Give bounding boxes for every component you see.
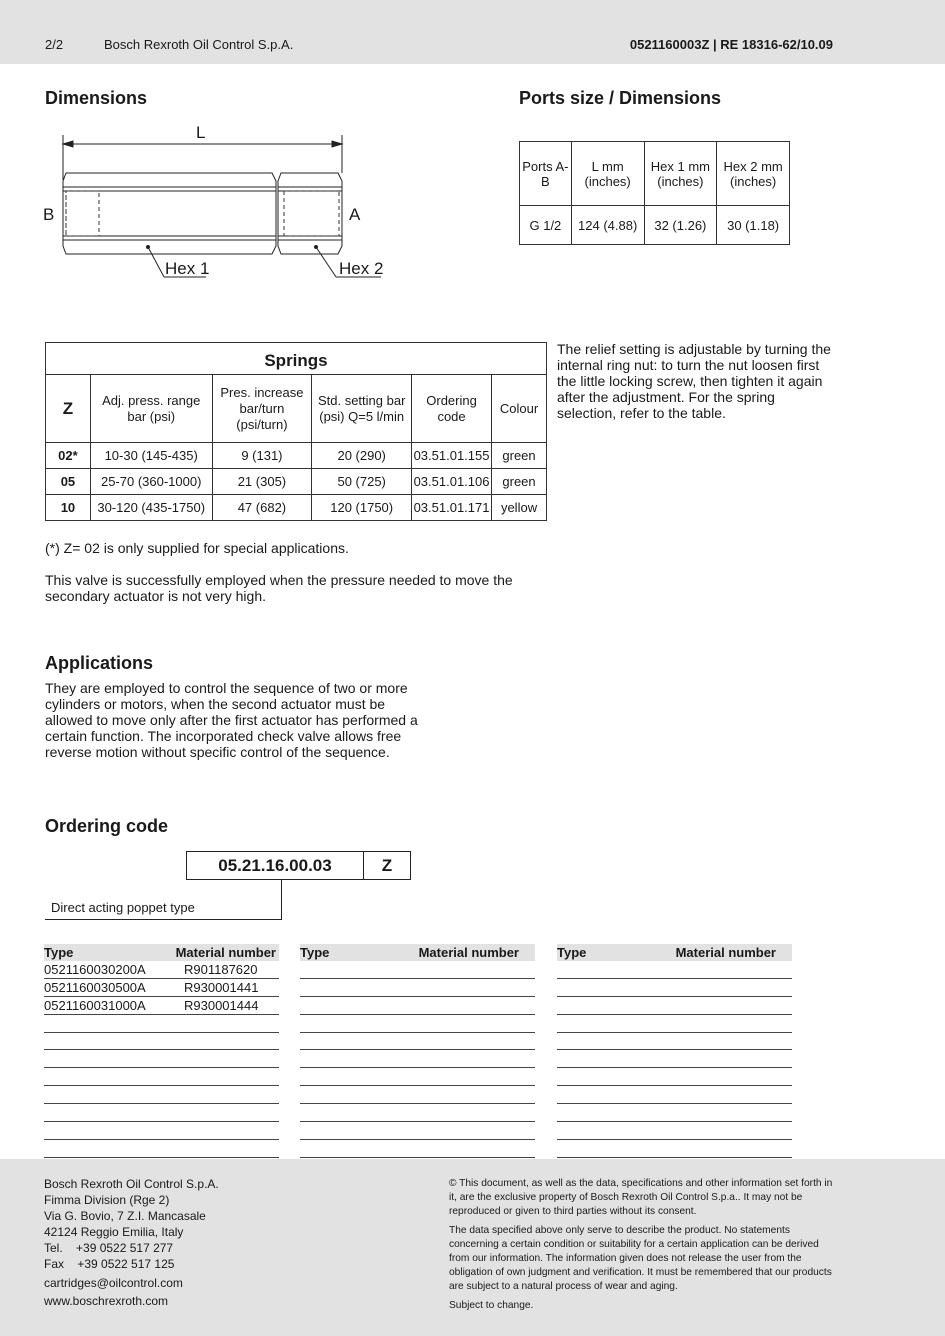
relief-setting-text: The relief setting is adjustable by turning the internal ring nut: to turn the nut loosen first the little locking screw, then tighten it again after the adjustment. For the spring selection, refer to the table.	[557, 341, 831, 421]
header-reference: 0521160003Z | RE 18316-62/10.09	[629, 37, 833, 52]
table-cell: green	[492, 443, 547, 469]
list-item	[300, 1033, 535, 1051]
table-cell: G 1/2	[520, 206, 572, 245]
ports-header-l: L mm (inches)	[571, 142, 644, 206]
list-item	[300, 1140, 535, 1158]
list-item	[44, 1033, 279, 1051]
page-number: 2/2	[45, 37, 64, 52]
table-cell: 03.51.01.106	[412, 469, 492, 495]
address-line: Fimma Division (Rge 2)	[44, 1193, 170, 1207]
table-cell: 20 (290)	[312, 443, 412, 469]
list-item	[300, 961, 535, 979]
type-value: 0521160031000A	[44, 997, 146, 1013]
dimensions-title: Dimensions	[45, 88, 148, 108]
material-header: Material number	[175, 945, 276, 960]
dim-label-A: A	[349, 205, 361, 224]
valve-usage-text: This valve is successfully employed when the pressure needed to move the secondary actuator is not very high.	[45, 572, 513, 604]
list-item	[300, 1086, 535, 1104]
special-note: (*) Z= 02 is only supplied for special applications.	[45, 540, 349, 556]
list-item	[44, 1068, 279, 1086]
type-header: Type	[44, 945, 74, 960]
type-list-header	[557, 944, 792, 961]
dim-label-hex2: Hex 2	[339, 259, 384, 278]
list-item	[557, 1033, 792, 1051]
list-item	[557, 1068, 792, 1086]
table-row	[46, 469, 547, 495]
list-item	[300, 1015, 535, 1033]
ordering-variable: Z	[381, 856, 393, 875]
type-list-column-1	[44, 944, 279, 1158]
address-line: Via G. Bovio, 7 Z.I. Mancasale	[44, 1209, 206, 1223]
ordering-code: 05.21.16.00.03	[187, 852, 364, 879]
applications-text: They are employed to control the sequence of two or more cylinders or motors, when the second actuator must be allowed to move only after the first actuator has performed a certain function. The incorporated check valve allows free reverse motion without specific control of the sequence.	[45, 680, 418, 760]
list-item	[557, 1104, 792, 1122]
disclaimer-text: The data specified above only serve to describe the product. No statements concerning a certain condition or suitability for a certain application can be derived from our information. The information given does not release the user from the obligation of own judgment and verification. It must be remembered that our products are subject to a natural process of wear and aging.	[449, 1225, 832, 1292]
list-item	[300, 979, 535, 997]
type-value: 0521160030200A	[44, 962, 146, 977]
table-cell: 10	[46, 495, 91, 521]
table-cell: yellow	[492, 495, 547, 521]
list-item	[557, 979, 792, 997]
email-link[interactable]: cartridges@oilcontrol.com	[44, 1276, 183, 1290]
springs-title: Springs	[46, 343, 547, 375]
type-list-header	[300, 944, 535, 961]
table-cell: 47 (682)	[212, 495, 312, 521]
ports-table	[519, 141, 790, 245]
website-link[interactable]: www.boschrexroth.com	[44, 1294, 169, 1308]
ordering-leader-line	[45, 919, 282, 920]
table-cell: 03.51.01.171	[412, 495, 492, 521]
table-cell: 03.51.01.155	[412, 443, 492, 469]
material-value: R930001441	[184, 979, 259, 995]
footer-legal	[449, 1177, 839, 1318]
springs-header-code: Ordering code	[412, 375, 492, 443]
applications-title: Applications	[45, 653, 154, 673]
list-item	[557, 1140, 792, 1158]
table-cell: 50 (725)	[312, 469, 412, 495]
phone-line: Tel. +39 0522 517 277	[44, 1241, 174, 1255]
ports-header-ports: Ports A-B	[520, 142, 572, 206]
list-item	[557, 1050, 792, 1068]
dim-label-B: B	[43, 205, 55, 224]
table-row	[46, 495, 547, 521]
footer-address	[44, 1176, 219, 1309]
address-line: 42124 Reggio Emilia, Italy	[44, 1225, 184, 1239]
list-item	[44, 997, 279, 1015]
ports-header-hex2: Hex 2 mm (inches)	[717, 142, 790, 206]
list-item	[300, 997, 535, 1015]
list-item	[44, 1050, 279, 1068]
material-value: R901187620	[184, 962, 258, 977]
table-cell: 30-120 (435-1750)	[90, 495, 212, 521]
table-cell: 120 (1750)	[312, 495, 412, 521]
springs-header-z: Z	[46, 375, 91, 443]
list-item	[44, 961, 279, 979]
copyright-text: © This document, as well as the data, specifications and other information set forth in it, are the exclusive property of Bosch Rexroth Oil Control S.p.a.. It may not be reproduced or given to third parties without its consent.	[449, 1178, 833, 1217]
ordering-code-box	[186, 851, 411, 880]
table-cell: 25-70 (360-1000)	[90, 469, 212, 495]
material-header: Material number	[675, 945, 776, 960]
ports-title: Ports size / Dimensions	[519, 88, 722, 108]
list-item	[300, 1104, 535, 1122]
springs-table	[45, 342, 547, 521]
type-list-column-3	[557, 944, 792, 1158]
dim-label-L: L	[196, 123, 206, 142]
ordering-title: Ordering code	[45, 816, 169, 836]
table-cell: 10-30 (145-435)	[90, 443, 212, 469]
type-header: Type	[300, 945, 330, 960]
list-item	[557, 961, 792, 979]
list-item	[44, 979, 279, 997]
dimensions-drawing	[36, 115, 396, 290]
type-list-header	[44, 944, 279, 961]
list-item	[557, 1015, 792, 1033]
list-item	[44, 1015, 279, 1033]
springs-header-increase: Pres. increase bar/turn (psi/turn)	[212, 375, 312, 443]
list-item	[557, 1086, 792, 1104]
table-cell: 124 (4.88)	[571, 206, 644, 245]
table-cell: 21 (305)	[212, 469, 312, 495]
table-cell: 05	[46, 469, 91, 495]
list-item	[557, 997, 792, 1015]
material-value: R930001444	[184, 997, 259, 1013]
table-cell: 30 (1.18)	[717, 206, 790, 245]
address-line: Bosch Rexroth Oil Control S.p.A.	[44, 1177, 219, 1191]
ports-header-hex1: Hex 1 mm (inches)	[644, 142, 717, 206]
list-item	[557, 1122, 792, 1140]
table-cell: 9 (131)	[212, 443, 312, 469]
list-item	[44, 1122, 279, 1140]
list-item	[300, 1050, 535, 1068]
table-cell: 32 (1.26)	[644, 206, 717, 245]
material-header: Material number	[418, 945, 519, 960]
list-item	[44, 1104, 279, 1122]
springs-header-setting: Std. setting bar (psi) Q=5 l/min	[312, 375, 412, 443]
fax-line: Fax +39 0522 517 125	[44, 1257, 175, 1271]
springs-header-range: Adj. press. range bar (psi)	[90, 375, 212, 443]
ordering-label: Direct acting poppet type	[51, 900, 195, 915]
dim-label-hex1: Hex 1	[165, 259, 210, 278]
table-cell: 02*	[46, 443, 91, 469]
list-item	[300, 1122, 535, 1140]
list-item	[300, 1068, 535, 1086]
table-cell: green	[492, 469, 547, 495]
subject-to-change-text: Subject to change.	[449, 1300, 534, 1311]
type-list-column-2	[300, 944, 535, 1158]
list-item	[44, 1086, 279, 1104]
type-value: 0521160030500A	[44, 979, 146, 995]
ordering-leader-line	[281, 880, 282, 920]
type-header: Type	[557, 945, 587, 960]
list-item	[44, 1140, 279, 1158]
table-row	[520, 206, 790, 245]
page-header	[0, 0, 945, 64]
table-row	[46, 443, 547, 469]
springs-header-colour: Colour	[492, 375, 547, 443]
header-company: Bosch Rexroth Oil Control S.p.A.	[104, 37, 294, 52]
